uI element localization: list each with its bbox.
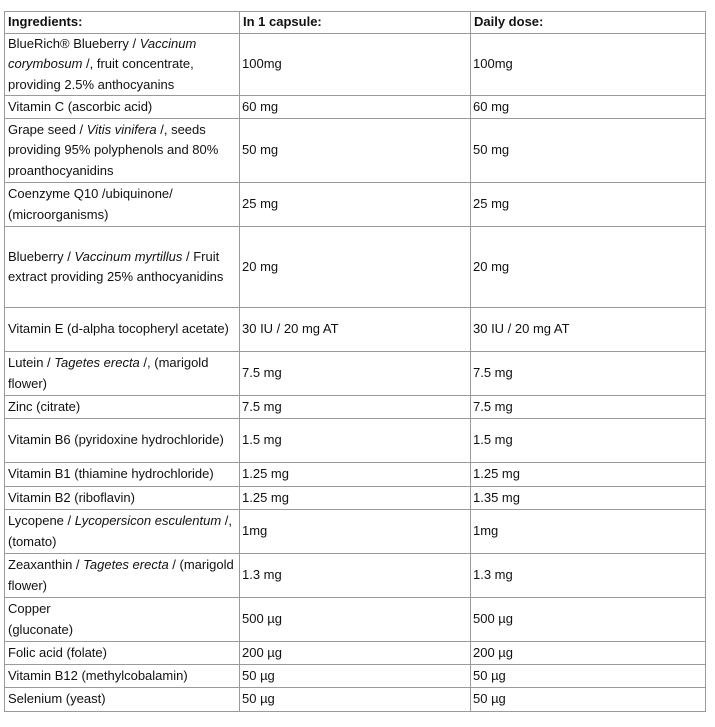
daily-amount: 20 mg	[471, 227, 706, 308]
ingredient-cell	[5, 396, 240, 419]
latin-name: Vaccinum myrtillus	[74, 248, 183, 264]
ingredient-name: Copper (gluconate)	[8, 601, 74, 637]
ingredient-detail: /, fruit concentrate, providing 2.5% anthocyanins	[8, 56, 194, 92]
table-row	[5, 642, 706, 665]
table-row	[5, 688, 706, 712]
ingredient-cell	[5, 119, 240, 183]
capsule-amount: 7.5 mg	[240, 396, 471, 419]
daily-amount: 7.5 mg	[471, 396, 706, 419]
ingredient-name: Folic acid (folate)	[8, 644, 107, 660]
ingredient-cell	[5, 96, 240, 119]
ingredient-name: Vitamin E (d-alpha tocopheryl acetate)	[8, 321, 229, 337]
header-ingredients: Ingredients:	[5, 12, 240, 34]
capsule-amount: 30 IU / 20 mg AT	[240, 308, 471, 352]
capsule-amount: 25 mg	[240, 183, 471, 227]
daily-amount: 1.5 mg	[471, 419, 706, 463]
capsule-amount: 7.5 mg	[240, 352, 471, 396]
table-row	[5, 396, 706, 419]
capsule-amount: 50 µg	[240, 665, 471, 688]
daily-amount: 50 µg	[471, 665, 706, 688]
ingredient-name: Zinc (citrate)	[8, 398, 81, 414]
table-row	[5, 463, 706, 487]
ingredient-name: Blueberry /	[8, 248, 75, 264]
ingredient-name: Vitamin B1 (thiamine hydrochloride)	[8, 466, 214, 482]
ingredient-cell	[5, 183, 240, 227]
table-row	[5, 665, 706, 688]
daily-amount: 1.3 mg	[471, 554, 706, 598]
latin-name: Vaccinum corymbosum	[8, 35, 197, 71]
ingredient-cell	[5, 227, 240, 308]
latin-name: Vitis vinifera	[86, 121, 157, 137]
capsule-amount: 1.3 mg	[240, 554, 471, 598]
ingredient-name: Vitamin C (ascorbic acid)	[8, 98, 153, 114]
header-per-capsule: In 1 capsule:	[240, 12, 471, 34]
ingredient-cell	[5, 554, 240, 598]
daily-amount: 25 mg	[471, 183, 706, 227]
daily-amount: 50 µg	[471, 688, 706, 712]
ingredient-cell	[5, 487, 240, 510]
ingredient-cell	[5, 463, 240, 487]
ingredient-detail: /, (marigold flower)	[8, 355, 209, 391]
ingredient-name: BlueRich® Blueberry /	[8, 35, 140, 51]
capsule-amount: 200 µg	[240, 642, 471, 665]
ingredient-detail: /, (tomato)	[8, 513, 233, 549]
daily-amount: 30 IU / 20 mg AT	[471, 308, 706, 352]
ingredient-name: Vitamin B2 (riboflavin)	[8, 489, 135, 505]
table-row	[5, 33, 706, 96]
ingredient-name: Selenium (yeast)	[8, 691, 106, 707]
table-row	[5, 510, 706, 554]
daily-amount: 60 mg	[471, 96, 706, 119]
ingredient-cell	[5, 419, 240, 463]
table-row	[5, 183, 706, 227]
ingredient-detail: / Fruit extract providing 25% anthocyanidins	[8, 248, 224, 284]
daily-amount: 200 µg	[471, 642, 706, 665]
ingredient-name: Vitamin B12 (methylcobalamin)	[8, 667, 188, 683]
ingredient-cell	[5, 510, 240, 554]
ingredients-table	[4, 11, 706, 712]
table-row	[5, 227, 706, 308]
ingredient-name: Zeaxanthin /	[8, 557, 84, 572]
ingredient-cell	[5, 665, 240, 688]
capsule-amount: 1.25 mg	[240, 487, 471, 510]
capsule-amount: 50 mg	[240, 119, 471, 183]
ingredient-name: Lycopene /	[8, 513, 75, 528]
capsule-amount: 500 µg	[240, 598, 471, 642]
ingredient-cell	[5, 308, 240, 352]
table-row	[5, 598, 706, 642]
capsule-amount: 100mg	[240, 33, 471, 96]
table-row	[5, 96, 706, 119]
capsule-amount: 50 µg	[240, 688, 471, 712]
table-row	[5, 308, 706, 352]
daily-amount: 1mg	[471, 510, 706, 554]
capsule-amount: 1.25 mg	[240, 463, 471, 487]
table-row	[5, 352, 706, 396]
table-row	[5, 119, 706, 183]
ingredient-detail: /, seeds providing 95% polyphenols and 80% proanthocyanidins	[8, 121, 219, 178]
daily-amount: 1.25 mg	[471, 463, 706, 487]
ingredient-name: Coenzyme Q10 /ubiquinone/ (microorganisms)	[8, 186, 173, 222]
daily-amount: 1.35 mg	[471, 487, 706, 510]
header-daily-dose: Daily dose:	[471, 12, 706, 34]
ingredient-name: Grape seed /	[8, 121, 87, 137]
latin-name: Tagetes erecta	[83, 557, 169, 572]
table-row	[5, 487, 706, 510]
ingredient-name: Vitamin B6 (pyridoxine hydrochloride)	[8, 432, 224, 448]
daily-amount: 100mg	[471, 33, 706, 96]
daily-amount: 50 mg	[471, 119, 706, 183]
ingredient-cell	[5, 688, 240, 712]
ingredient-cell	[5, 642, 240, 665]
daily-amount: 7.5 mg	[471, 352, 706, 396]
table-row	[5, 554, 706, 598]
capsule-amount: 20 mg	[240, 227, 471, 308]
latin-name: Tagetes erecta	[54, 355, 140, 370]
daily-amount: 500 µg	[471, 598, 706, 642]
table-row	[5, 419, 706, 463]
ingredient-cell	[5, 598, 240, 642]
capsule-amount: 60 mg	[240, 96, 471, 119]
latin-name: Lycopersicon esculentum	[74, 513, 222, 528]
ingredient-name: Lutein /	[8, 355, 55, 370]
capsule-amount: 1.5 mg	[240, 419, 471, 463]
ingredient-detail: / (marigold flower)	[8, 557, 234, 593]
header-row	[5, 12, 706, 34]
capsule-amount: 1mg	[240, 510, 471, 554]
ingredient-cell	[5, 352, 240, 396]
ingredient-cell	[5, 33, 240, 96]
